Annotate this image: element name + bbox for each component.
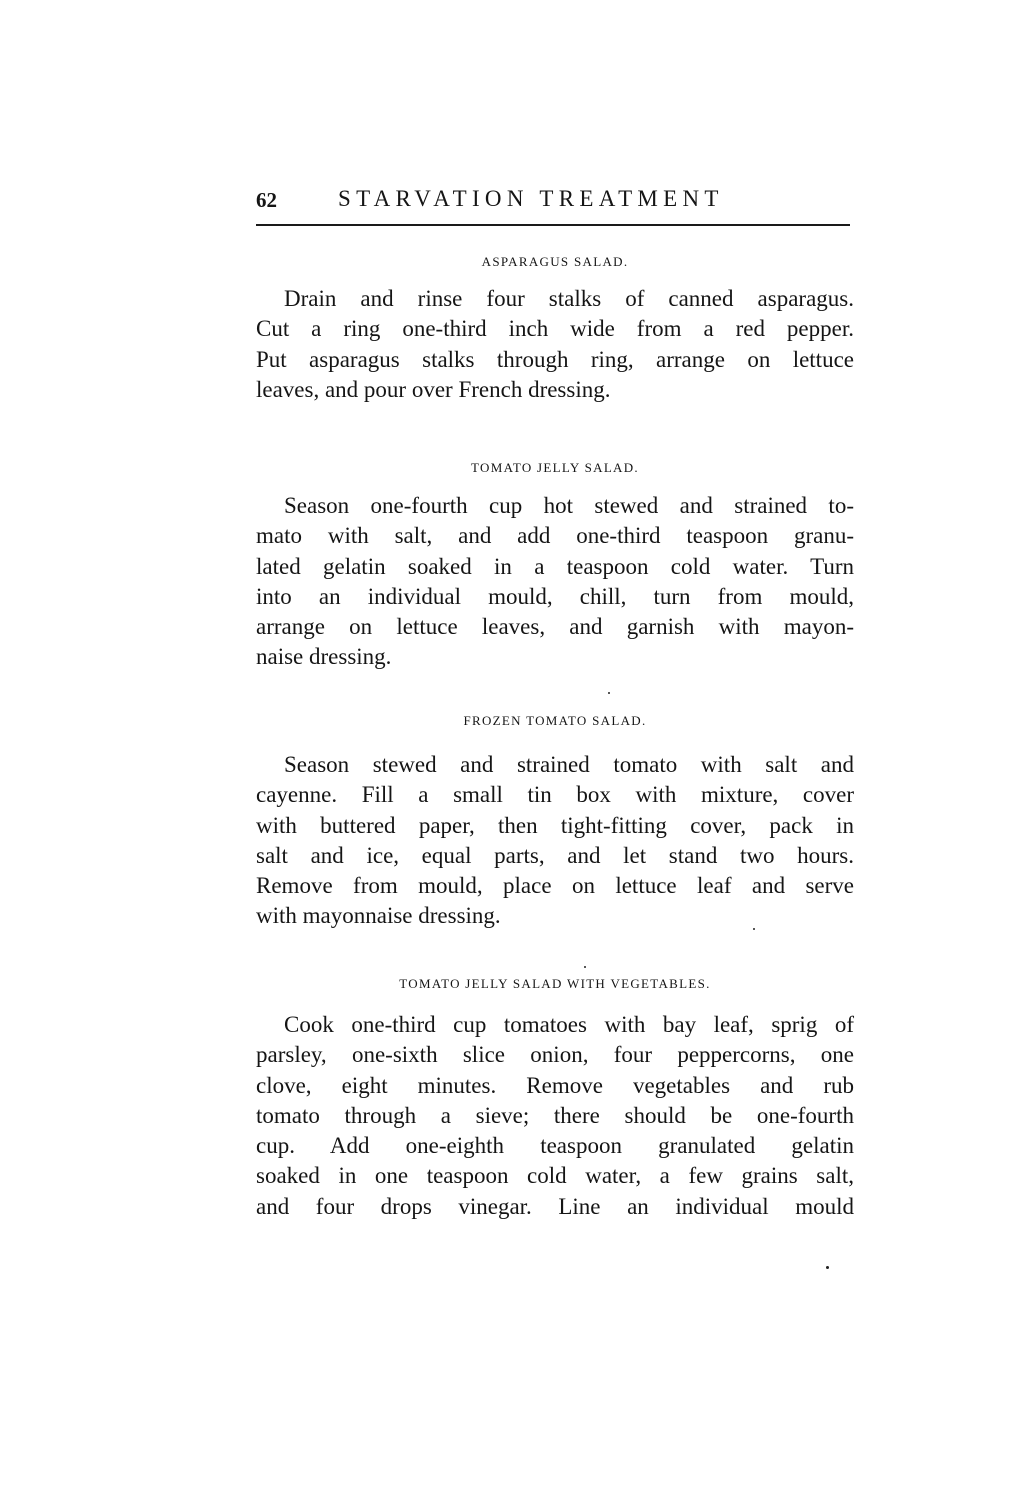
print-speck bbox=[826, 1266, 829, 1269]
text-line: with mayonnaise dressing. bbox=[256, 903, 501, 929]
recipe-heading-frozen-tomato-salad: FROZEN TOMATO SALAD. bbox=[463, 713, 647, 728]
running-head bbox=[256, 186, 850, 226]
running-title: STARVATION TREATMENT bbox=[338, 186, 724, 211]
text-line: salt and ice, equal parts, and let stand two hours. bbox=[256, 842, 854, 868]
print-speck bbox=[753, 928, 755, 930]
text-line: cayenne. Fill a small tin box with mixture, cover bbox=[256, 782, 854, 808]
recipe-body-frozen-tomato-salad bbox=[256, 750, 854, 932]
text-line: Cook one-third cup tomatoes with bay leaf, sprig of bbox=[284, 1012, 854, 1037]
recipe-body-asparagus-salad bbox=[256, 284, 854, 405]
text-line: tomato through a sieve; there should be one-fourth bbox=[256, 1102, 854, 1128]
text-line: Season stewed and strained tomato with salt and bbox=[284, 752, 854, 777]
text-line: leaves, and pour over French dressing. bbox=[256, 376, 611, 402]
text-line: Drain and rinse four stalks of canned asparagus. bbox=[284, 286, 854, 311]
page-number: 62 bbox=[256, 188, 277, 212]
text-line: with buttered paper, then tight-fitting cover, pack in bbox=[256, 812, 854, 838]
text-line: mato with salt, and add one-third teaspoon granu- bbox=[256, 523, 854, 549]
text-line: lated gelatin soaked in a teaspoon cold water. Turn bbox=[256, 553, 854, 579]
recipe-heading-tomato-jelly-salad-with-vegetables: TOMATO JELLY SALAD WITH VEGETABLES. bbox=[399, 976, 711, 991]
text-line: into an individual mould, chill, turn from mould, bbox=[256, 583, 854, 609]
text-line: clove, eight minutes. Remove vegetables and rub bbox=[256, 1072, 854, 1098]
recipe-heading-asparagus-salad: ASPARAGUS SALAD. bbox=[481, 254, 629, 269]
text-line: arrange on lettuce leaves, and garnish with mayon- bbox=[256, 614, 854, 640]
text-line: Cut a ring one-third inch wide from a red pepper. bbox=[256, 316, 854, 342]
print-speck bbox=[584, 966, 586, 968]
text-line: and four drops vinegar. Line an individual mould bbox=[256, 1193, 854, 1219]
text-line: soaked in one teaspoon cold water, a few grains salt, bbox=[256, 1163, 854, 1189]
text-line: Put asparagus stalks through ring, arrange on lettuce bbox=[256, 346, 854, 372]
text-line: Season one-fourth cup hot stewed and strained to- bbox=[284, 493, 854, 518]
recipe-body-tomato-jelly-salad bbox=[256, 491, 854, 673]
text-line: cup. Add one-eighth teaspoon granulated gelatin bbox=[256, 1133, 854, 1159]
text-line: Remove from mould, place on lettuce leaf and serve bbox=[256, 873, 854, 899]
recipe-heading-tomato-jelly-salad: TOMATO JELLY SALAD. bbox=[471, 460, 639, 475]
print-speck bbox=[608, 692, 610, 694]
text-line: parsley, one-sixth slice onion, four peppercorns, one bbox=[256, 1042, 854, 1068]
text-line: naise dressing. bbox=[256, 644, 392, 670]
recipe-body-tomato-jelly-salad-with-vegetables bbox=[256, 1010, 854, 1222]
